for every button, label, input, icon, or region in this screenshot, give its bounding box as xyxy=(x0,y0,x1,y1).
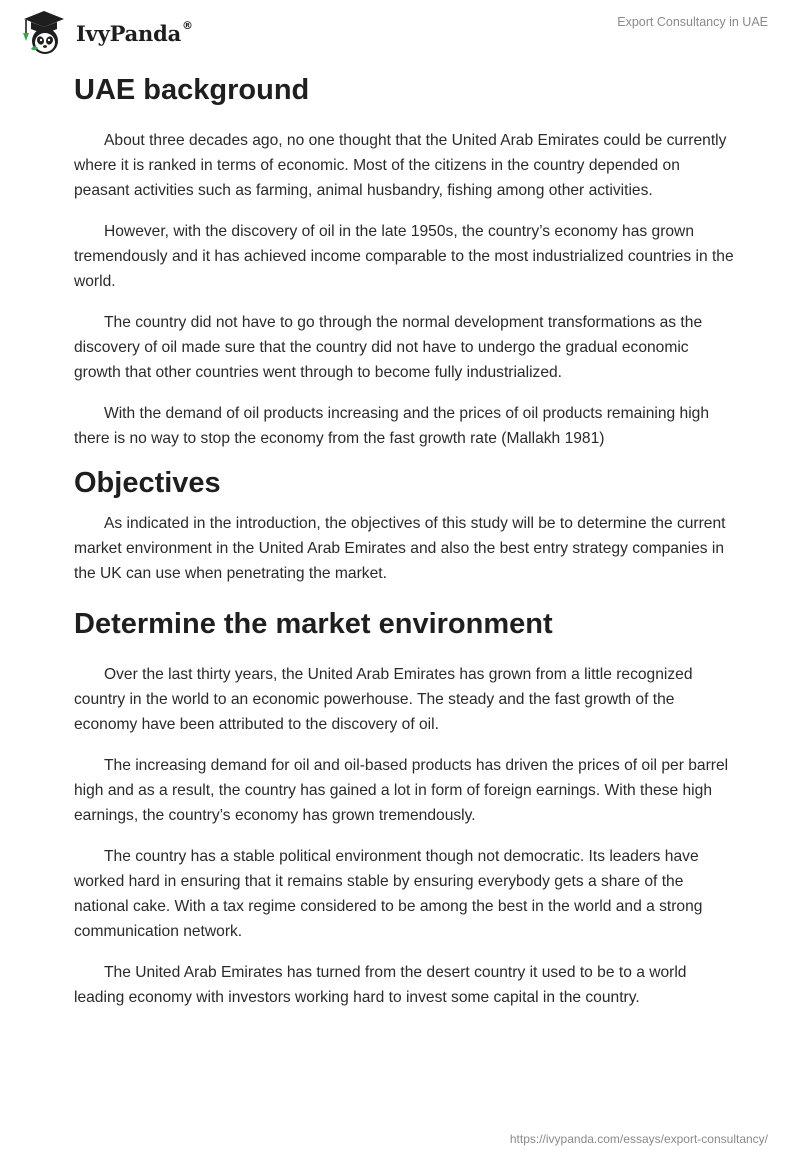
paragraph: As indicated in the introduction, the objectives of this study will be to determine the current market environment in the United Arab Emirates and also the best entry strategy companies in the UK can use when penetrating the market. xyxy=(74,515,726,582)
page-header xyxy=(0,0,800,60)
heading-objectives: Objectives xyxy=(74,467,221,499)
document-title: Export Consultancy in UAE xyxy=(617,15,768,29)
paragraph: The country has a stable political environment though not democratic. Its leaders have worked hard in ensuring that it remains stable by ensuring everybody gets a share of the national cake. With a tax regime considered to be among the best in the world and a strong communication network. xyxy=(74,848,703,940)
paragraph: However, with the discovery of oil in the late 1950s, the country’s economy has grown tremendously and it has achieved income comparable to the most industrialized countries in the world. xyxy=(74,223,734,290)
brand-name: IvyPanda® xyxy=(76,18,193,46)
paragraph: With the demand of oil products increasing and the prices of oil products remaining high there is no way to stop the economy from the fast growth rate (Mallakh 1981) xyxy=(74,405,710,447)
paragraph: Over the last thirty years, the United Arab Emirates has grown from a little recognized country in the world to an economic powerhouse. The steady and the fast growth of the economy have been attributed to the discovery of oil. xyxy=(74,666,693,733)
heading-uae-background: UAE background xyxy=(74,74,310,106)
ivypanda-logo[interactable] xyxy=(14,8,193,56)
article-body xyxy=(74,68,734,1010)
heading-market-environment: Determine the market environment xyxy=(74,608,553,640)
paragraph: About three decades ago, no one thought that the United Arab Emirates could be currently where it is ranked in terms of economic. Most of the citizens in the country depended on peasant activities such as farming, animal husbandry, fishing among other activities. xyxy=(74,132,727,199)
section-objectives xyxy=(74,461,734,586)
source-url[interactable]: https://ivypanda.com/essays/export-consultancy/ xyxy=(509,1132,768,1146)
paragraph: The United Arab Emirates has turned from the desert country it used to be to a world leading economy with investors working hard to invest some capital in the country. xyxy=(74,964,687,1006)
section-uae-background xyxy=(74,68,734,451)
paragraph: The country did not have to go through the normal development transformations as the discovery of oil made sure that the country did not have to undergo the gradual economic growth that other countries went through to become fully industrialized. xyxy=(74,314,703,381)
panda-logo-icon xyxy=(14,8,72,56)
section-market-environment xyxy=(74,602,734,1010)
paragraph: The increasing demand for oil and oil-based products has driven the prices of oil per barrel high and as a result, the country has gained a lot in form of foreign earnings. With these high earnings, the country’s economy has grown tremendously. xyxy=(74,757,729,824)
